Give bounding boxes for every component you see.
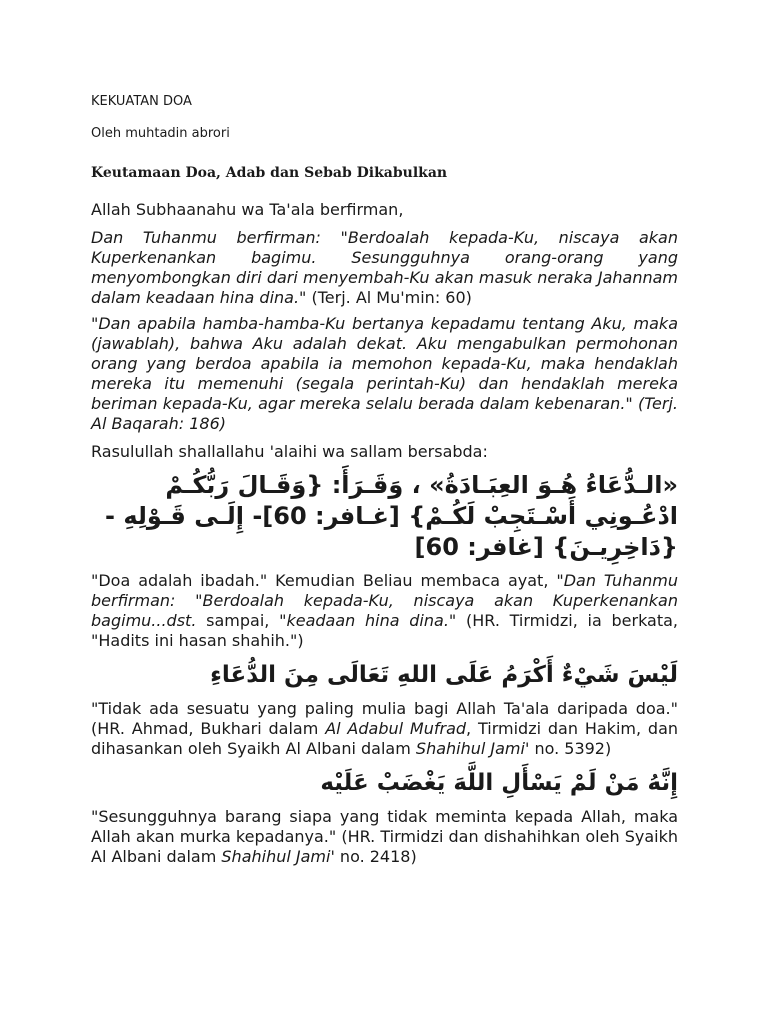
text-run: no. 2418)	[334, 847, 417, 866]
paragraph-translation-1	[91, 571, 678, 651]
text-run: "Tidak ada sesuatu yang paling mulia bagi Allah Ta'ala daripada doa." (HR. Ahmad, Bukhari dalam	[91, 699, 678, 738]
paragraph-quran-mumin	[91, 228, 678, 308]
text-run: sampai, "	[196, 611, 287, 630]
quote-italic: "Dan apabila hamba-hamba-Ku bertanya kepadamu tentang Aku, maka (jawablah), bahwa Aku adalah dekat. Aku mengabulkan permohonan orang yang berdoa apabila ia memohon kepada-Ku, maka hendaklah mereka itu memenuhi (segala perintah-Ku) dan hendaklah mereka beriman kepada-Ku, agar mereka selalu berada dalam kebenaran." (Terj. Al Baqarah: 186)	[91, 314, 678, 433]
quote-reference: " (Terj. Al Mu'min: 60)	[299, 288, 472, 307]
arabic-hadith-2: لَيْسَ شَيْءٌ أَكْرَمُ عَلَى اللهِ تَعَالَى مِنَ الدُّعَاءِ	[210, 662, 678, 688]
document-title: KEKUATAN DOA	[91, 94, 192, 109]
paragraph-translation-3	[91, 807, 678, 867]
quote-italic: Dan Tuhanmu berfirman: "Berdoalah kepada-Ku, niscaya akan Kuperkenankan bagimu. Sesungguhnya orang-orang yang menyombongkan diri dari menyembah-Ku akan masuk neraka Jahannam dalam keadaan hina dina.	[91, 228, 678, 307]
text-run-italic: Dan Tuhanmu berfirman:	[91, 571, 679, 610]
arabic-hadith-3: إِنَّهُ مَنْ لَمْ يَسْأَلِ اللَّهَ يَغْضَبْ عَلَيْه	[320, 770, 678, 796]
text-run: "	[175, 591, 203, 610]
text-run-italic: Shahihul Jami'	[415, 739, 530, 758]
text-run: no. 5392)	[529, 739, 612, 758]
text-run-italic: keadaan hina dina.	[286, 611, 449, 630]
text-run-italic: Berdoalah kepada-Ku, niscaya akan Kuperkenankan bagimu...dst.	[91, 591, 678, 630]
text-run: "Doa adalah ibadah." Kemudian Beliau membaca ayat, "	[91, 571, 564, 590]
text-run: " (HR. Tirmidzi, ia berkata, "Hadits ini hasan shahih.")	[91, 611, 679, 650]
text-run: , Tirmidzi dan Hakim, dan dihasankan oleh Syaikh Al Albani dalam	[91, 719, 679, 758]
paragraph-intro: Allah Subhaanahu wa Ta'ala berfirman,	[91, 200, 404, 219]
paragraph-translation-2	[91, 699, 678, 759]
section-heading: Keutamaan Doa, Adab dan Sebab Dikabulkan	[91, 165, 448, 181]
arabic-hadith-1: «الـدُّعَاءُ هُـوَ العِبَـادَةُ» ، وَقَـرَأَ: {وَقَـالَ رَبُّكُـمْ ادْعُـونِي أَسْـتَجِبْ لَكُـمْ} [غـافر: 60]- إِلَـى قَـوْلِهِ - {دَاخِرِيـنَ} [غافر: 60]	[105, 471, 678, 561]
document-body	[91, 200, 678, 875]
text-run-italic: Al Adabul Mufrad	[325, 719, 467, 738]
author-line: Oleh muhtadin abrori	[91, 126, 230, 141]
paragraph-hadith-intro: Rasulullah shallallahu 'alaihi wa sallam bersabda:	[91, 442, 488, 461]
text-run: "Sesungguhnya barang siapa yang tidak meminta kepada Allah, maka Allah akan murka kepadanya." (HR. Tirmidzi dan dishahihkan oleh Syaikh Al Albani dalam	[91, 807, 678, 866]
paragraph-quran-baqarah	[91, 314, 678, 434]
text-run-italic: Shahihul Jami'	[221, 847, 335, 866]
